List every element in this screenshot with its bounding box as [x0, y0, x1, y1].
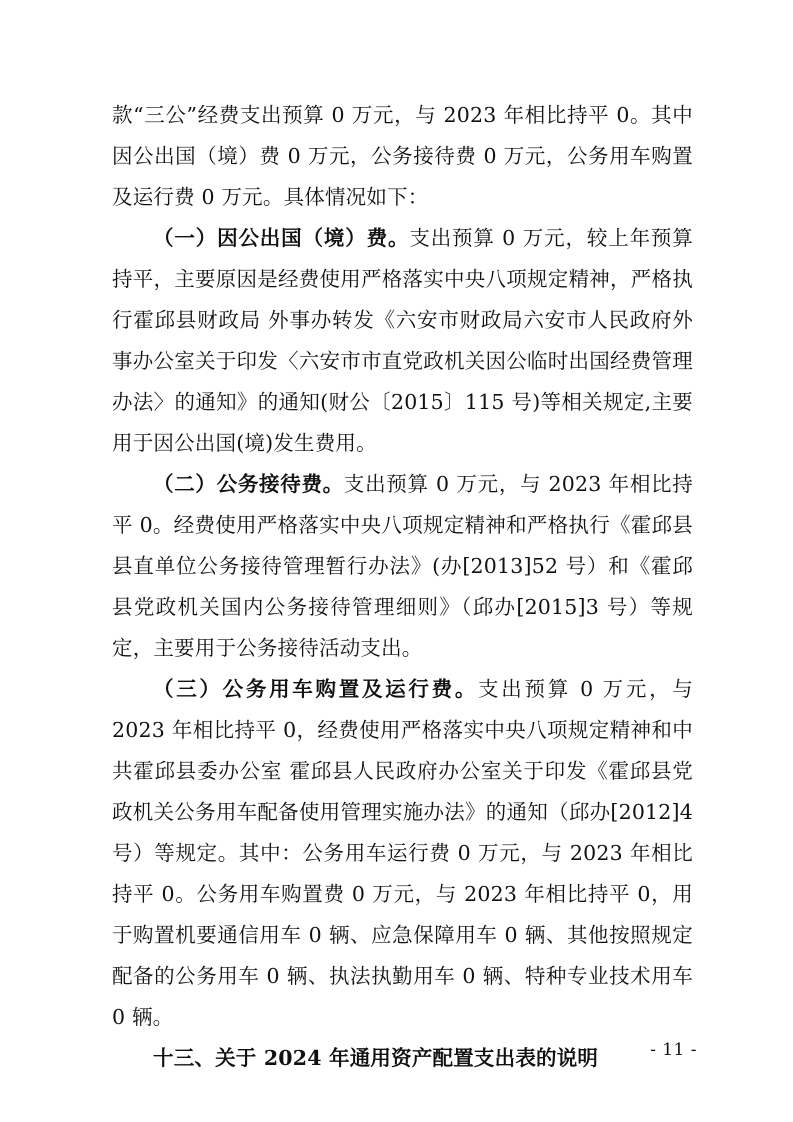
document-body [112, 95, 693, 1079]
page-number: - 11 - [650, 1040, 697, 1060]
paragraph-item-1 [112, 218, 693, 464]
paragraph-item-2-text: 支出预算 0 万元，与 2023 年相比持平 0。经费使用严格落实中央八项规定精神和严格执行《霍邱县县直单位公务接待管理暂行办法》(办[2013]52 号）和《霍邱县党政机关国内公务接待管理细则》（邱办[2015]3 号）等规定，主要用于公务接待活动支出。 [112, 472, 693, 660]
section-heading: 十三、关于 2024 年通用资产配置支出表的说明 [153, 1046, 599, 1070]
paragraph-item-3-text: 支出预算 0 万元，与 2023 年相比持平 0，经费使用严格落实中央八项规定精神和中共霍邱县委办公室 霍邱县人民政府办公室关于印发《霍邱县党政机关公务用车配备使用管理实施办法》的通知（邱办[2012]4 号）等规定。其中：公务用车运行费 0 万元，与 2023 年相比持平 0。公务用车购置费 0 万元，与 2023 年相比持平 0，用于购置机要通信用车 0 辆、应急保障用车 0 辆、其他按照规定配备的公务用车 0 辆、执法执勤用车 0 辆、特种专业技术用车 0 辆。 [112, 677, 693, 1029]
paragraph-intro [112, 95, 693, 218]
paragraph-intro-text: 款“三公”经费支出预算 0 万元，与 2023 年相比持平 0。其中因公出国（境）费 0 万元，公务接待费 0 万元，公务用车购置及运行费 0 万元。具体情况如下： [112, 103, 693, 209]
paragraph-item-1-text: 支出预算 0 万元，较上年预算持平，主要原因是经费使用严格落实中央八项规定精神，严格执行霍邱县财政局 外事办转发《六安市财政局六安市人民政府外事办公室关于印发〈六安市市直党政机关因公临时出国经费管理办法〉的通知》的通知(财公〔2015〕115 号)等相关规定,主要用于因公出国(境)发生费用。 [112, 226, 693, 455]
paragraph-item-1-lead: （一）因公出国（境）费。 [153, 226, 410, 250]
paragraph-item-3-lead: （三）公务用车购置及运行费。 [153, 677, 479, 701]
paragraph-item-2 [112, 464, 693, 669]
paragraph-item-2-lead: （二）公务接待费。 [153, 472, 344, 496]
paragraph-item-3 [112, 669, 693, 1038]
